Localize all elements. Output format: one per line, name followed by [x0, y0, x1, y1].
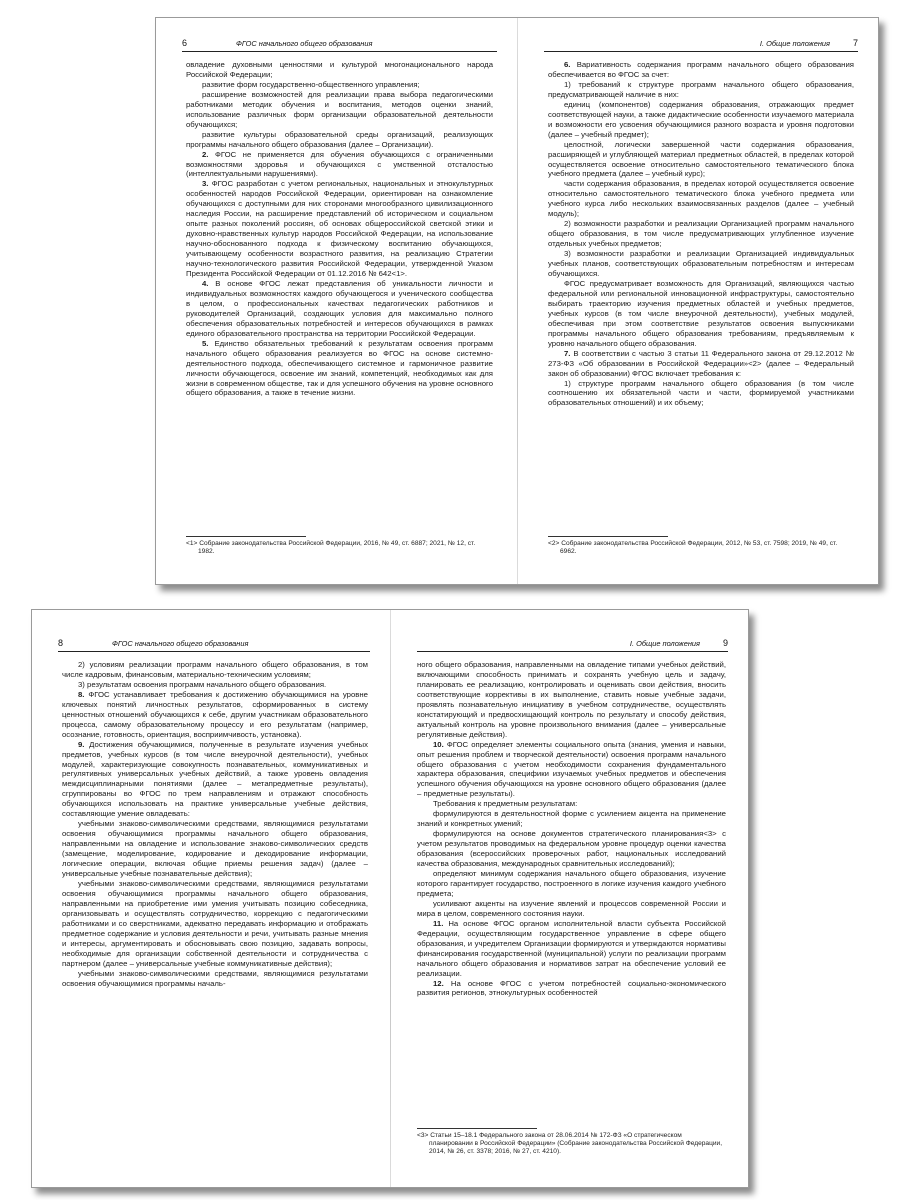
paragraph: [186, 179, 493, 279]
paragraph-text: развитие культуры образовательной среды организаций, реализующих программы начального общего образования (далее – Организации).: [186, 129, 493, 149]
page-body: [548, 60, 854, 408]
paragraph: [548, 279, 854, 349]
clause-number: 8.: [78, 689, 89, 699]
paragraph-text: 2) возможности разработки и реализации Организацией программ начального общего образования, в том числе предусматривающих углубленное изучение отдельных учебных предметов;: [548, 219, 854, 249]
paragraph: [186, 90, 493, 130]
paragraph: [62, 879, 368, 969]
clause-number: 12.: [433, 978, 451, 988]
clause-number: 5.: [202, 338, 215, 348]
running-title: ФГОС начального общего образования: [236, 39, 373, 48]
paragraph-text: определяют минимум содержания начального общего образования, изучение которого гарантирует государство, построенного в логике изучения каждого учебного предмета;: [417, 869, 726, 898]
page-9: [391, 610, 748, 1187]
paragraph-text: 1) структуре программ начального общего образования (в том числе соотношению их обязательной части и части, формируемой участниками образовательных отношений) и их объему;: [548, 378, 854, 408]
paragraph: [186, 279, 493, 339]
paragraph-text: овладение духовными ценностями и культурой многонационального народа Российской Федерации;: [186, 60, 493, 79]
footnotes: [548, 536, 854, 556]
page-6: [156, 18, 517, 584]
paragraph: [62, 740, 368, 820]
running-header: [182, 38, 497, 52]
clause-number: 2.: [202, 149, 215, 159]
paragraph: [417, 829, 726, 869]
paragraph: [548, 100, 854, 140]
paragraph-text: формулируются в деятельностной форме с усилением акцента на применение знаний и конкретных умений;: [417, 809, 726, 829]
running-title: ФГОС начального общего образования: [112, 639, 249, 648]
paragraph-text: развитие форм государственно-общественного управления;: [202, 79, 420, 89]
paragraph: [417, 809, 726, 829]
footnote: <1> Собрание законодательства Российской Федерации, 2016, № 49, ст. 6887; 2021, № 12, ст. 1982.: [186, 540, 476, 555]
paragraph: [548, 379, 854, 409]
paragraph: [417, 919, 726, 979]
running-header: [58, 638, 370, 652]
footnote: <2> Собрание законодательства Российской Федерации, 2012, № 53, ст. 7598; 2019, № 49, ст. 6962.: [548, 540, 838, 555]
paragraph-text: формулируются на основе документов стратегического планирования<3> с учетом результатов проводимых на федеральном уровне процедур оценки качества образования (всероссийских проверочных работ, национальных исследований качества образования, международных сравнительных исследований);: [417, 829, 726, 869]
paragraph: [62, 680, 368, 690]
running-header: [544, 38, 858, 52]
paragraph-text: Единство обязательных требований к результатам освоения программ начального общего образования реализуется во ФГОС на основе системно-деятельностного подхода, обеспечивающего системное и гармоничное развитие личности обучающегося, освоение им знаний, компетенций, необходимых как для жизни в современном обществе, так и для успешного обучения на уровне основного общего образования, а также в течение жизни.: [186, 338, 493, 398]
paragraph-text: ФГОС разработан с учетом региональных, национальных и этнокультурных особенностей народов Российской Федерации, ориентирован на ознакомление обучающихся с доступными для них сторонами многообразного цивилизационного наследия России, на расширение представлений об историческом и социальном опыте разных поколений россиян, об основах общероссийской светской этики и духовно-нравственных культур народов Российской Федерации, на использование научно-обоснованного подхода к физическому воспитанию обучающихся, учитывающему особенности возрастного развития, на реализацию Стратегии научно-технологического развития Российской Федерации, утвержденной Указом Президента Российской Федерации от 01.12.2016 № 642<1>.: [186, 179, 493, 279]
clause-number: 4.: [202, 278, 216, 288]
page-number: 8: [58, 638, 64, 648]
paragraph-text: части содержания образования, в пределах которой осуществляется освоение относительно самостоятельного тематического блока учебного предмета или учебного курса либо нескольких взаимосвязанных разделов (далее – учебный модуль);: [548, 179, 854, 219]
paragraph-text: 1) требований к структуре программ начального общего образования, предусматривающей наличие в них:: [548, 79, 854, 99]
paragraph-text: ФГОС устанавливает требования к достижению обучающимися на уровне ключевых понятий личностных результатов, сформированных в систему ценностных отношений обучающихся к себе, другим участникам образовательного процесса, самому образовательному процессу и его результатам (например, осознание, готовность, ориентация, восприимчивость, установка).: [62, 689, 368, 739]
paragraph-text: учебными знаково-символическими средствами, являющимися результатами освоения обучающимися программы начального общего образования, направленными на приобретение ими умения учитывать позицию собеседника, организовывать и осуществлять сотрудничество, коррекцию с педагогическими работниками и со сверстниками, адекватно передавать информацию и отображать предметное содержание и условия деятельности и речи, учитывать разные мнения и интересы, аргументировать и обосновывать свою позицию, задавать вопросы, необходимые для организации собственной деятельности и сотрудничества с партнером (далее – универсальные учебные коммуникативные действия);: [62, 878, 368, 968]
paragraph: [417, 979, 726, 999]
paragraph-text: расширение возможностей для реализации права выбора педагогическими работниками методик обучения и воспитания, методов оценки знаний, использование различных форм организации образовательной деятельности обучающихся;: [186, 89, 493, 129]
clause-number: 9.: [78, 739, 90, 749]
page-8: [32, 610, 390, 1187]
paragraph: [548, 60, 854, 80]
page-number: 7: [852, 38, 858, 48]
paragraph-text: На основе ФГОС органом исполнительной власти субъекта Российской Федерации, осуществляющим государственное управление в сфере общего образования, и учредителем Организации формируются и утверждаются нормативы финансирования государственной (муниципальной) услуги по реализации программ начального общего образования и нормативов затрат на обеспечение условий ее реализации.: [417, 918, 726, 978]
footnote-rule: [417, 1128, 537, 1129]
footnote: <3> Статьи 15–18.1 Федерального закона от 28.06.2014 № 172-ФЗ «О стратегическом планировании в Российской Федерации» (Собрание законодательства Российской Федерации, 2014, № 26, ст. 3378; 2016, № 27, ст. 4210).: [417, 1132, 723, 1155]
paragraph: [417, 899, 726, 919]
paragraph: [186, 150, 493, 180]
paragraph-text: учебными знаково-символическими средствами, являющимися результатами освоения обучающимися программы начального общего образования, направленными на овладение и использование знаково-символических средств (замещение, моделирование, кодирование и декодирование информации, логические операции, включая общие приемы решения задач) (далее – универсальные учебные познавательные действия);: [62, 819, 368, 879]
paragraph-text: ФГОС предусматривает возможность для Организаций, являющихся частью федеральной или региональной инновационной инфраструктуры, самостоятельно выбирать траекторию изучения предметных областей и учебных предметов, учебных курсов (в том числе внеурочной деятельности), учебных модулей, обеспечивая при этом соответствие результатов освоения выпускниками программы начального общего образования требованиям, предъявляемым к уровню начального общего образования.: [548, 278, 854, 348]
paragraph-text: ФГОС определяет элементы социального опыта (знания, умения и навыки, опыт решения проблем и творческой деятельности) освоения программ начального общего образования с учетом необходимости сохранения фундаментального характера образования, специфики изучаемых учебных предметов и обеспечения успешного обучения обучающихся на уровне основного общего образования (далее – предметные результаты).: [417, 739, 726, 799]
paragraph: [548, 140, 854, 180]
clause-number: 11.: [433, 918, 449, 928]
paragraph: [62, 690, 368, 740]
clause-number: 3.: [202, 179, 212, 189]
book-spread-pages-6-7: [155, 17, 879, 585]
paragraph-text: целостной, логически завершенной части содержания образования, расширяющей и углубляющей материал предметных областей, в пределах которой осуществляется освоение относительно самостоятельного тематического блока учебного предмета (далее – учебный курс);: [548, 139, 854, 179]
clause-number: 7.: [564, 348, 574, 358]
page-body: [417, 660, 726, 998]
clause-number: 6.: [564, 60, 577, 69]
page-7: [518, 18, 878, 584]
page-body: [186, 60, 493, 398]
paragraph-text: В основе ФГОС лежат представления об уникальности личности и индивидуальных возможностях каждого обучающегося и ученического сообщества в целом, о профессиональных качествах педагогических работников и руководителей Организаций, создающих условия для максимально полного обеспечения образовательных потребностей и интересов обучающихся в рамках единого образовательного пространства на территории Российской Федерации.: [186, 278, 494, 338]
paragraph: [417, 869, 726, 899]
paragraph-text: 2) условиям реализации программ начального общего образования, в том числе кадровым, финансовым, материально-техническим условиям;: [62, 660, 368, 679]
paragraph: [62, 969, 368, 989]
paragraph-text: Достижения обучающимися, полученные в результате изучения учебных предметов, учебных курсов (в том числе внеурочной деятельности), учебных модулей, характеризующие совокупность познавательных, коммуникативных и регулятивных универсальных учебных действий, а также уровень овладения междисциплинарными понятиями (далее – метапредметные результаты), сгруппированы во ФГОС по трем направлениям и отражают способность обучающихся использовать на практике универсальные учебные действия, составляющие умение овладевать:: [62, 739, 368, 819]
paragraph-text: 3) возможности разработки и реализации Организацией индивидуальных учебных планов, соответствующих образовательным потребностям и интересам обучающихся.: [548, 249, 854, 279]
clause-number: 10.: [433, 739, 447, 749]
paragraph: [62, 819, 368, 879]
paragraph-text: Требования к предметным результатам:: [433, 799, 578, 809]
page-body: [62, 660, 368, 988]
paragraph: [62, 660, 368, 680]
paragraph: [548, 349, 854, 379]
running-title: I. Общие положения: [759, 39, 830, 48]
running-title: I. Общие положения: [629, 639, 700, 648]
paragraph-text: В соответствии с частью 3 статьи 11 Федерального закона от 29.12.2012 № 273-ФЗ «Об образовании в Российской Федерации»<2> (далее – Федеральный закон об образовании) ФГОС включает требования к:: [548, 348, 854, 378]
footnotes: [417, 1128, 726, 1156]
paragraph: [548, 249, 854, 279]
paragraph: [186, 60, 493, 80]
paragraph: [548, 219, 854, 249]
paragraph: [417, 660, 726, 740]
page-number: 9: [722, 638, 728, 648]
paragraph-text: ного общего образования, направленными на овладение типами учебных действий, включающими способность принимать и сохранять учебную цель и задачу, планировать ее реализацию, контролировать и оценивать свои действия, вносить соответствующие коррективы в их выполнение, ставить новые учебные задачи, проявлять познавательную инициативу в учебном сотрудничестве, осуществлять констатирующий и предвосхищающий контроль по результату и способу действия, актуальный контроль на уровне произвольного внимания (далее – универсальные регулятивные действия).: [417, 660, 726, 739]
footnotes: [186, 536, 493, 556]
book-spread-pages-8-9: [31, 609, 749, 1188]
paragraph-text: единиц (компонентов) содержания образования, отражающих предмет соответствующей науки, а также дидактические особенности изучаемого материала и возможности его усвоения обучающимися разного возраста и уровня подготовки (далее – учебный предмет);: [548, 99, 854, 139]
footnote-rule: [186, 536, 306, 537]
paragraph-text: 3) результатам освоения программ начального общего образования.: [78, 679, 327, 689]
page-number: 6: [182, 38, 188, 48]
paragraph-text: Вариативность содержания программ начального общего образования обеспечивается во ФГОС за счет:: [548, 60, 854, 79]
paragraph: [186, 130, 493, 150]
paragraph: [186, 80, 493, 90]
paragraph-text: На основе ФГОС с учетом потребностей социально-экономического развития регионов, этнокультурных особенностей: [417, 978, 726, 998]
paragraph-text: ФГОС не применяется для обучения обучающихся с ограниченными возможностями здоровья и обучающихся с умственной отсталостью (интеллектуальными нарушениями).: [186, 149, 493, 179]
paragraph: [548, 179, 854, 219]
paragraph: [186, 339, 493, 399]
paragraph-text: усиливают акценты на изучение явлений и процессов современной России и мира в целом, современного состояния науки.: [417, 898, 726, 918]
running-header: [417, 638, 728, 652]
footnote-rule: [548, 536, 668, 537]
paragraph: [417, 799, 726, 809]
paragraph: [417, 740, 726, 800]
paragraph: [548, 80, 854, 100]
paragraph-text: учебными знаково-символическими средствами, являющимися результатами освоения обучающимися программы началь-: [62, 968, 368, 988]
